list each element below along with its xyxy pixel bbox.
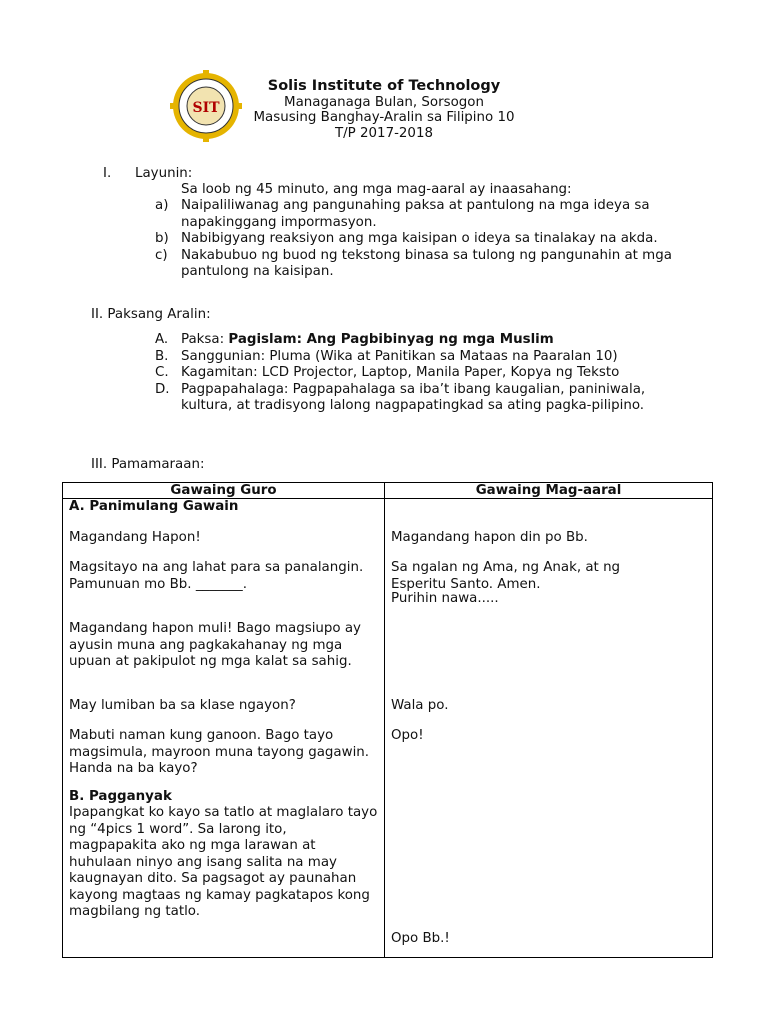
subject-matter-list bbox=[155, 332, 685, 415]
student-line: Purihin nawa..... bbox=[391, 591, 499, 606]
teacher-line: Mabuti naman kung ganoon. Bago tayo magsimula, mayroon muna tayong gagawin. Handa na ba kayo? bbox=[69, 728, 370, 776]
school-year: T/P 2017-2018 bbox=[334, 126, 433, 141]
teacher-line: Magsitayo na ang lahat para sa panalangin. Pamunuan mo Bb. _______. bbox=[69, 560, 364, 592]
lesson-topic: Pagislam: Ang Pagbibinyag ng mga Muslim bbox=[228, 332, 554, 347]
subject-item bbox=[155, 365, 685, 382]
teacher-line: May lumiban ba sa klase ngayon? bbox=[69, 698, 296, 713]
list-marker: b) bbox=[155, 231, 169, 246]
subject-item bbox=[155, 332, 685, 349]
subject-text: Sanggunian: Pluma (Wika at Panitikan sa Mataas na Paaralan 10) bbox=[181, 348, 618, 364]
objectives-intro: Sa loob ng 45 minuto, ang mga mag-aaral ay inaasahang: bbox=[181, 182, 572, 197]
column-header-student: Gawaing Mag-aaral bbox=[385, 483, 713, 499]
section-1-title: Layunin: bbox=[135, 166, 193, 181]
section-3-title: III. Pamamaraan: bbox=[91, 457, 205, 472]
school-name: Solis Institute of Technology bbox=[267, 78, 501, 94]
subject-text: Pagpapahalaga: Pagpapahalaga sa iba’t ibang kaugalian, paniniwala, kultura, at tradisyong lalong nagpapatingkad sa ating pagka-pilipino. bbox=[181, 381, 646, 413]
list-marker: B. bbox=[155, 348, 169, 364]
subject-label: Paksa: bbox=[181, 332, 229, 347]
activity-heading-a: A. Panimulang Gawain bbox=[69, 499, 239, 514]
student-line: Opo! bbox=[391, 728, 424, 743]
student-line: Magandang hapon din po Bb. bbox=[391, 530, 588, 545]
student-line: Wala po. bbox=[391, 698, 449, 713]
logo-monogram: SIT bbox=[192, 100, 220, 116]
objectives-list bbox=[155, 198, 680, 281]
subject-item bbox=[155, 382, 685, 415]
plan-title: Masusing Banghay-Aralin sa Filipino 10 bbox=[253, 110, 515, 125]
student-line: Opo Bb.! bbox=[391, 931, 450, 946]
activity-heading-b: B. Pagganyak bbox=[69, 789, 172, 804]
list-marker: c) bbox=[155, 247, 168, 263]
school-address: Managanaga Bulan, Sorsogon bbox=[284, 95, 484, 110]
section-2-title: II. Paksang Aralin: bbox=[91, 307, 211, 322]
procedure-table bbox=[62, 482, 713, 958]
list-marker: A. bbox=[155, 332, 169, 347]
list-marker: a) bbox=[155, 198, 169, 213]
section-1-marker: I. bbox=[103, 166, 112, 181]
objective-item bbox=[155, 231, 680, 248]
objective-item bbox=[155, 248, 680, 281]
objective-item bbox=[155, 198, 680, 231]
list-marker: D. bbox=[155, 381, 170, 397]
objective-text: Nakabubuo ng buod ng tekstong binasa sa tulong ng pangunahin at mga pantulong na kaisipan. bbox=[181, 247, 672, 279]
subject-text: Kagamitan: LCD Projector, Laptop, Manila Paper, Kopya ng Teksto bbox=[181, 365, 620, 380]
teacher-line: Ipapangkat ko kayo sa tatlo at maglalaro tayo ng “4pics 1 word”. Sa larong ito, magpapakita ako ng mga larawan at huhulaan ninyo ang isang salita na may kaugnayan dito. Sa pagsagot ay paunahan kayong magtaas ng kamay pagkatapos kong magbilang ng tatlo. bbox=[69, 805, 378, 919]
column-header-teacher: Gawaing Guro bbox=[63, 483, 385, 499]
objective-text: Naipaliliwanag ang pangunahing paksa at pantulong na mga ideya sa napakinggang impormasyon. bbox=[181, 198, 650, 230]
teacher-line: Magandang Hapon! bbox=[69, 530, 201, 545]
teacher-line: Magandang hapon muli! Bago magsiupo ay ayusin muna ang pagkakahanay ng mga upuan at pakipulot ng mga kalat sa sahig. bbox=[69, 621, 361, 669]
student-activities-cell bbox=[385, 499, 713, 958]
student-line: Sa ngalan ng Ama, ng Anak, at ng Esperitu Santo. Amen. bbox=[391, 560, 621, 592]
objective-text: Nabibigyang reaksiyon ang mga kaisipan o ideya sa tinalakay na akda. bbox=[181, 231, 658, 246]
teacher-activities-cell bbox=[63, 499, 385, 958]
table-row bbox=[63, 499, 713, 958]
table-header-row bbox=[63, 483, 713, 499]
list-marker: C. bbox=[155, 365, 169, 380]
subject-item bbox=[155, 349, 685, 366]
